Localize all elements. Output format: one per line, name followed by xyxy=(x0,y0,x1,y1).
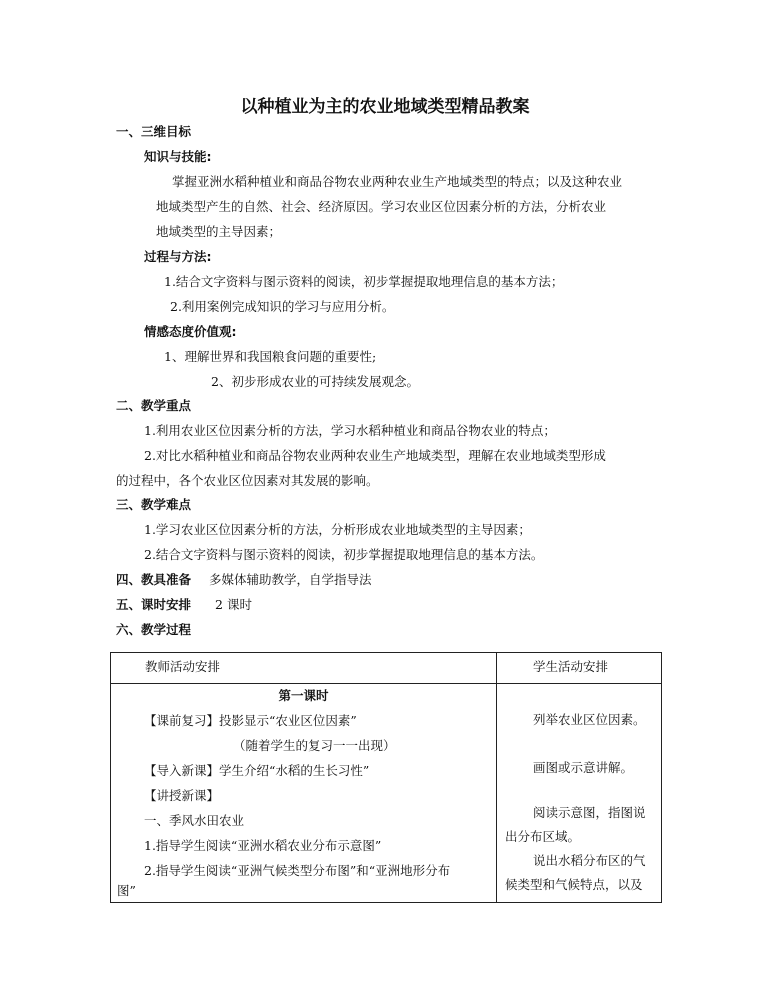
student-line: 候类型和气候特点，以及 xyxy=(505,877,643,892)
difficulty-line: 2.结合文字资料与图示资料的阅读，初步掌握提取地理信息的基本方法。 xyxy=(144,547,544,562)
key-point-line: 的过程中，各个农业区位因素对其发展的影响。 xyxy=(116,473,379,488)
section-heading-process: 六、教学过程 xyxy=(116,622,192,637)
student-activities-cell xyxy=(497,684,662,903)
class-hours-row xyxy=(116,597,252,613)
teacher-line: （随着学生的复习一一出现） xyxy=(233,738,396,753)
teacher-line: 一、季风水田农业 xyxy=(144,813,245,828)
teacher-line: 图” xyxy=(117,883,136,898)
section-heading-objectives: 一、三维目标 xyxy=(116,124,192,139)
teacher-line: 2.指导学生阅读“亚洲气候类型分布图”和“亚洲地形分布 xyxy=(144,863,451,878)
key-point-line: 1.利用农业区位因素分析的方法，学习水稻种植业和商品谷物农业的特点； xyxy=(144,423,556,438)
teaching-aids-text: 多媒体辅助教学，自学指导法 xyxy=(209,572,372,587)
teacher-activities-cell xyxy=(111,684,497,903)
emotion-label: 情感态度价值观: xyxy=(144,324,237,339)
key-point-line: 2.对比水稻种植业和商品谷物农业两种农业生产地域类型，理解在农业地域类型形成 xyxy=(144,448,606,463)
class-hours-text: 2 课时 xyxy=(215,597,252,612)
table-header-student: 学生活动安排 xyxy=(497,653,662,684)
student-line: 列举农业区位因素。 xyxy=(533,712,646,727)
knowledge-line: 地域类型的主导因素； xyxy=(156,224,282,239)
process-line: 1.结合文字资料与图示资料的阅读，初步掌握提取地理信息的基本方法； xyxy=(164,274,564,289)
section-heading-difficulties: 三、教学难点 xyxy=(116,497,192,512)
section-heading-teaching-aids: 四、教具准备 xyxy=(116,572,192,587)
knowledge-line: 地域类型产生的自然、社会、经济原因。学习农业区位因素分析的方法，分析农业 xyxy=(156,199,607,214)
teaching-aids-row xyxy=(116,572,372,588)
process-line: 2.利用案例完成知识的学习与应用分析。 xyxy=(170,299,395,314)
section-heading-class-hours: 五、课时安排 xyxy=(116,597,192,612)
table-header-teacher: 教师活动安排 xyxy=(111,653,497,684)
emotion-line: 2、初步形成农业的可持续发展观念。 xyxy=(211,374,419,389)
difficulty-line: 1.学习农业区位因素分析的方法，分析形成农业地域类型的主导因素； xyxy=(144,522,531,537)
lesson-title: 第一课时 xyxy=(278,688,329,703)
knowledge-label: 知识与技能: xyxy=(144,149,212,164)
student-line: 阅读示意图，指图说 xyxy=(533,805,646,820)
teacher-line: 【课前复习】投影显示“农业区位因素” xyxy=(144,713,357,728)
table-header-row xyxy=(111,653,662,684)
student-line: 出分布区域。 xyxy=(505,829,581,844)
page-title: 以种植业为主的农业地域类型精品教案 xyxy=(240,97,530,117)
knowledge-line: 掌握亚洲水稻种植业和商品谷物农业两种农业生产地域类型的特点；以及这种农业 xyxy=(172,174,623,189)
student-line: 说出水稻分布区的气 xyxy=(533,853,646,868)
teacher-line: 【导入新课】学生介绍“水稻的生长习性” xyxy=(144,763,370,778)
teaching-process-table xyxy=(110,652,662,903)
emotion-line: 1、理解世界和我国粮食问题的重要性; xyxy=(164,349,377,364)
teacher-line: 1.指导学生阅读“亚洲水稻农业分布示意图” xyxy=(144,838,382,853)
teacher-line: 【讲授新课】 xyxy=(144,788,220,803)
table-row xyxy=(111,684,662,903)
process-label: 过程与方法: xyxy=(144,249,212,264)
student-line: 画图或示意讲解。 xyxy=(533,760,634,775)
section-heading-key-points: 二、教学重点 xyxy=(116,398,192,413)
